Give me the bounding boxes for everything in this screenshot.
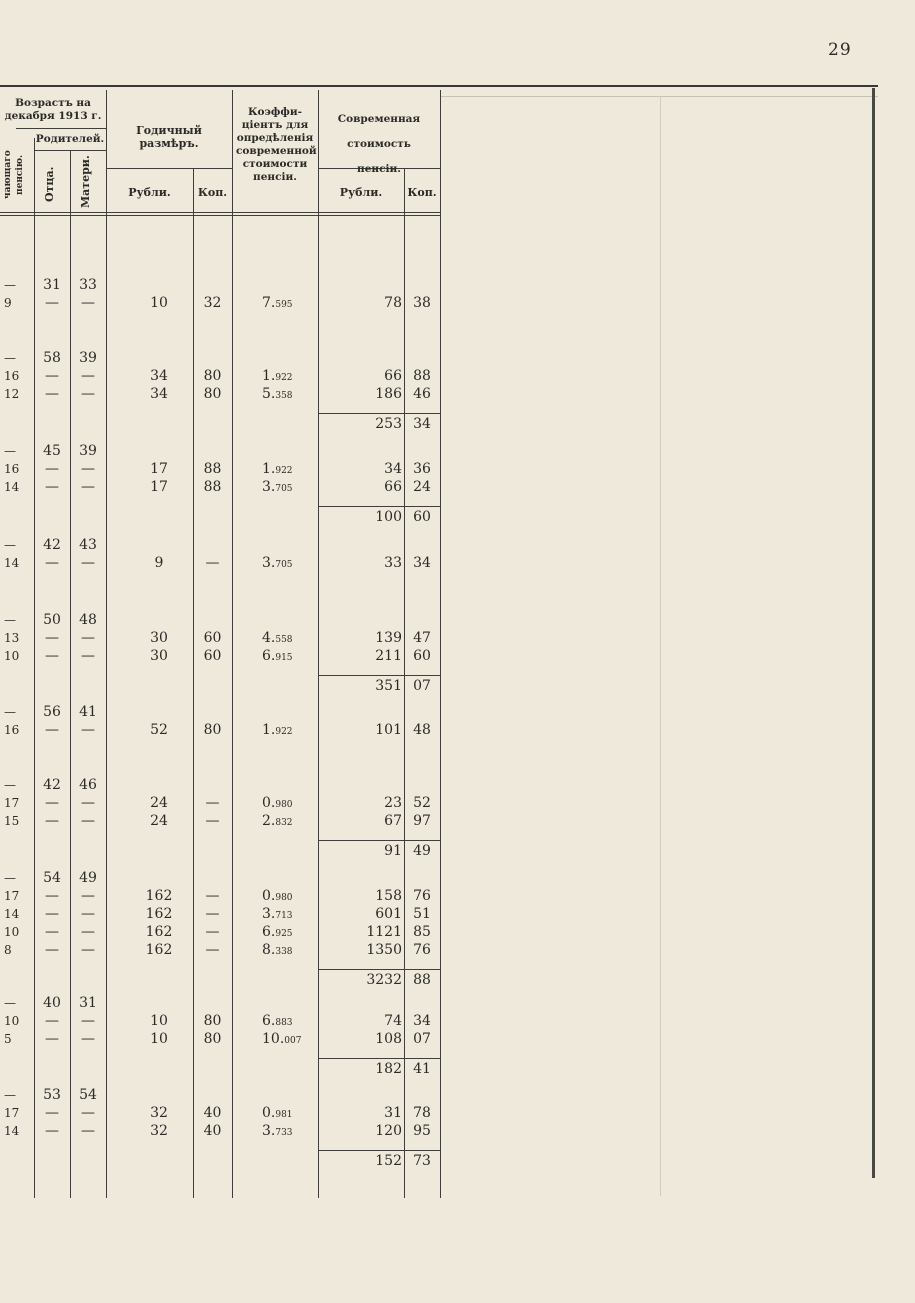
dash: — [45, 386, 59, 402]
value-kopecks: 07 [413, 1031, 431, 1047]
annual-rubles: 24 [150, 813, 168, 829]
receiver-age: 10 [4, 649, 20, 663]
coefficient [262, 795, 293, 813]
dash: — [45, 906, 59, 922]
value-rubles: 158 [375, 888, 402, 904]
dash: — [45, 1013, 59, 1029]
value-rubles: 186 [375, 386, 402, 402]
father-age: 42 [43, 537, 61, 553]
dash: — [4, 996, 16, 1010]
total-rubles: 182 [375, 1061, 402, 1077]
dash: — [81, 1031, 95, 1047]
receiver-age: 16 [4, 462, 20, 476]
total-rule [318, 1058, 440, 1059]
coefficient [262, 648, 293, 666]
total-rubles: 351 [375, 678, 402, 694]
receiver-age: 15 [4, 814, 20, 828]
annual-kopecks: — [205, 888, 220, 904]
coefficient-integer: 7. [262, 295, 276, 311]
dash: — [45, 888, 59, 904]
father-age: 56 [43, 704, 61, 720]
coefficient-fraction: 595 [275, 300, 293, 310]
coefficient-integer: 3. [262, 479, 276, 495]
coefficient [262, 942, 293, 960]
coefficient-fraction: 705 [275, 560, 293, 570]
father-age: 31 [43, 277, 61, 293]
col-rule [232, 90, 233, 1198]
header-kop: Коп. [197, 186, 228, 199]
dash: — [81, 942, 95, 958]
dash: — [4, 613, 16, 627]
total-rule [318, 675, 440, 676]
value-kopecks: 36 [413, 461, 431, 477]
coefficient [262, 295, 293, 313]
coefficient-fraction: 980 [275, 893, 293, 903]
value-rubles: 66 [384, 368, 402, 384]
dash: — [81, 1105, 95, 1121]
dash: — [81, 1123, 95, 1139]
coefficient-fraction: 832 [275, 818, 293, 828]
dash: — [45, 630, 59, 646]
annual-rubles: 30 [150, 648, 168, 664]
coefficient-integer: 4. [262, 630, 276, 646]
value-kopecks: 34 [413, 555, 431, 571]
annual-rubles: 32 [150, 1105, 168, 1121]
value-rubles: 31 [384, 1105, 402, 1121]
annual-kopecks: 40 [203, 1105, 222, 1121]
total-kopecks: 49 [413, 843, 431, 859]
coefficient-fraction: 922 [275, 466, 293, 476]
coefficient-integer: 0. [262, 795, 276, 811]
total-rule [318, 506, 440, 507]
dash: — [4, 871, 16, 885]
coefficient-integer: 1. [262, 722, 276, 738]
value-rubles: 78 [384, 295, 402, 311]
value-kopecks: 52 [413, 795, 431, 811]
coefficient-fraction: 733 [275, 1128, 293, 1138]
coefficient-integer: 2. [262, 813, 276, 829]
dash: — [45, 295, 59, 311]
coefficient-fraction: 007 [284, 1036, 302, 1046]
total-rubles: 100 [375, 509, 402, 525]
mother-age: 31 [79, 995, 97, 1011]
total-kopecks: 88 [413, 972, 431, 988]
father-age: 54 [43, 870, 61, 886]
total-rule [318, 840, 440, 841]
receiver-age: 17 [4, 1106, 20, 1120]
value-kopecks: 60 [413, 648, 431, 664]
value-rubles: 108 [375, 1031, 402, 1047]
receiver-age: 14 [4, 1124, 20, 1138]
receiver-age: 14 [4, 480, 20, 494]
value-kopecks: 76 [413, 888, 431, 904]
dash: — [81, 722, 95, 738]
dash: — [45, 942, 59, 958]
coefficient-integer: 5. [262, 386, 276, 402]
annual-kopecks: — [205, 555, 220, 571]
dash: — [45, 648, 59, 664]
coefficient [262, 813, 293, 831]
annual-kopecks: 88 [203, 461, 222, 477]
value-kopecks: 88 [413, 368, 431, 384]
mother-age: 49 [79, 870, 97, 886]
annual-kopecks: 80 [203, 1013, 222, 1029]
coefficient-fraction: 358 [275, 391, 293, 401]
coefficient-fraction: 922 [275, 373, 293, 383]
dash: — [4, 1088, 16, 1102]
coefficient [262, 479, 293, 497]
dash: — [81, 295, 95, 311]
value-kopecks: 38 [413, 295, 431, 311]
value-rubles: 139 [375, 630, 402, 646]
header-rule [34, 150, 106, 151]
value-rubles: 211 [375, 648, 402, 664]
coefficient-fraction: 558 [275, 635, 293, 645]
coefficient [262, 888, 293, 906]
dash: — [45, 368, 59, 384]
coefficient-integer: 1. [262, 461, 276, 477]
coefficient-integer: 1. [262, 368, 276, 384]
receiver-age: 17 [4, 889, 20, 903]
value-rubles: 101 [375, 722, 402, 738]
coefficient-fraction: 922 [275, 727, 293, 737]
total-rule [318, 413, 440, 414]
annual-kopecks: 60 [203, 648, 222, 664]
coefficient-integer: 6. [262, 1013, 276, 1029]
dash: — [45, 479, 59, 495]
coefficient-integer: 10. [262, 1031, 285, 1047]
dash: — [45, 722, 59, 738]
mother-age: 46 [79, 777, 97, 793]
receiver-age: 9 [4, 296, 12, 310]
coefficient-fraction: 713 [275, 911, 293, 921]
coefficient-fraction: 981 [275, 1110, 293, 1120]
dash: — [81, 888, 95, 904]
annual-rubles: 32 [150, 1123, 168, 1139]
annual-rubles: 10 [150, 1013, 168, 1029]
receiver-age: 10 [4, 1014, 20, 1028]
value-rubles: 120 [375, 1123, 402, 1139]
coefficient-fraction: 705 [275, 484, 293, 494]
dash: — [4, 278, 16, 292]
value-rubles: 33 [384, 555, 402, 571]
dash: — [81, 924, 95, 940]
father-age: 42 [43, 777, 61, 793]
top-rule [0, 85, 878, 87]
header-coefficient: Коэффи- цiентъ для опредѣленiя современной стоимости пенсiи. [236, 106, 317, 183]
value-rubles: 23 [384, 795, 402, 811]
dash: — [45, 924, 59, 940]
annual-rubles: 10 [150, 1031, 168, 1047]
annual-kopecks: 60 [203, 630, 222, 646]
coefficient [262, 1013, 293, 1031]
dash: — [45, 461, 59, 477]
coefficient [262, 368, 293, 386]
dash: — [45, 813, 59, 829]
col-rule [440, 90, 441, 1198]
coefficient-integer: 3. [262, 1123, 276, 1139]
coefficient-fraction: 980 [275, 800, 293, 810]
header-rub: Рубли. [128, 186, 171, 199]
header-bottom-rule [0, 212, 440, 213]
coefficient-fraction: 915 [275, 653, 293, 663]
value-rubles: 74 [384, 1013, 402, 1029]
mother-age: 41 [79, 704, 97, 720]
father-age: 50 [43, 612, 61, 628]
coefficient [262, 555, 293, 573]
coefficient-integer: 3. [262, 555, 276, 571]
coefficient-fraction: 338 [275, 947, 293, 957]
coefficient [262, 722, 293, 740]
value-kopecks: 51 [413, 906, 431, 922]
annual-rubles: 52 [150, 722, 168, 738]
right-edge [872, 88, 875, 1178]
header-bottom-rule-2 [0, 215, 440, 216]
total-kopecks: 07 [413, 678, 431, 694]
receiver-age: 5 [4, 1032, 12, 1046]
annual-kopecks: 88 [203, 479, 222, 495]
receiver-age: 12 [4, 387, 20, 401]
annual-kopecks: — [205, 924, 220, 940]
annual-kopecks: 80 [203, 1031, 222, 1047]
dash: — [45, 1105, 59, 1121]
annual-rubles: 34 [150, 368, 168, 384]
total-rubles: 152 [375, 1153, 402, 1169]
value-kopecks: 46 [413, 386, 431, 402]
value-kopecks: 95 [413, 1123, 431, 1139]
coefficient [262, 906, 293, 924]
annual-kopecks: — [205, 942, 220, 958]
coefficient-integer: 0. [262, 888, 276, 904]
header-rub-2: Рубли. [339, 186, 383, 199]
coefficient-integer: 6. [262, 648, 276, 664]
dash: — [4, 351, 16, 365]
header-present-value: Современная стоимость пенсiи. [337, 113, 421, 175]
mother-age: 43 [79, 537, 97, 553]
total-kopecks: 34 [413, 416, 431, 432]
receiver-age: 14 [4, 907, 20, 921]
header-parents: Родителей. [35, 133, 105, 145]
mother-age: 54 [79, 1087, 97, 1103]
value-kopecks: 78 [413, 1105, 431, 1121]
coefficient [262, 924, 293, 942]
dash: — [4, 705, 16, 719]
value-rubles: 1350 [366, 942, 402, 958]
coefficient [262, 630, 293, 648]
annual-rubles: 162 [145, 906, 173, 922]
dash: — [4, 444, 16, 458]
mother-age: 39 [79, 443, 97, 459]
dash: — [81, 813, 95, 829]
annual-rubles: 34 [150, 386, 168, 402]
coefficient [262, 386, 293, 404]
dash: — [81, 906, 95, 922]
annual-rubles: 9 [154, 555, 164, 571]
father-age: 45 [43, 443, 61, 459]
value-rubles: 1121 [366, 924, 402, 940]
total-rule [318, 969, 440, 970]
father-age: 40 [43, 995, 61, 1011]
annual-kopecks: 80 [203, 368, 222, 384]
annual-rubles: 17 [150, 461, 168, 477]
annual-kopecks: — [205, 795, 220, 811]
father-age: 53 [43, 1087, 61, 1103]
mother-age: 39 [79, 350, 97, 366]
annual-rubles: 24 [150, 795, 168, 811]
annual-kopecks: 80 [203, 722, 222, 738]
coefficient-integer: 0. [262, 1105, 276, 1121]
total-rubles: 253 [375, 416, 402, 432]
annual-kopecks: 40 [203, 1123, 222, 1139]
value-kopecks: 48 [413, 722, 431, 738]
receiver-age: 16 [4, 723, 20, 737]
annual-kopecks: — [205, 813, 220, 829]
value-kopecks: 85 [413, 924, 431, 940]
header-father: Отца. [43, 166, 56, 202]
value-rubles: 66 [384, 479, 402, 495]
annual-kopecks: 80 [203, 386, 222, 402]
bleed-column [660, 96, 661, 1196]
receiver-age: 8 [4, 943, 12, 957]
annual-kopecks: 32 [203, 295, 222, 311]
annual-rubles: 17 [150, 479, 168, 495]
father-age: 58 [43, 350, 61, 366]
value-kopecks: 97 [413, 813, 431, 829]
coefficient [262, 461, 293, 479]
total-kopecks: 41 [413, 1061, 431, 1077]
coefficient-fraction: 883 [275, 1018, 293, 1028]
dash: — [81, 479, 95, 495]
coefficient-integer: 8. [262, 942, 276, 958]
coefficient [262, 1123, 293, 1141]
header-rule [106, 168, 232, 169]
receiver-age: 17 [4, 796, 20, 810]
dash: — [81, 368, 95, 384]
value-kopecks: 47 [413, 630, 431, 646]
value-kopecks: 76 [413, 942, 431, 958]
dash: — [45, 555, 59, 571]
coefficient-integer: 6. [262, 924, 276, 940]
dash: — [81, 386, 95, 402]
header-annual: Годичный размѣръ. [136, 124, 202, 150]
coefficient-fraction: 925 [275, 929, 293, 939]
mother-age: 48 [79, 612, 97, 628]
header-age: Возрастъ на декабря 1913 г. [4, 97, 102, 122]
annual-rubles: 162 [145, 888, 173, 904]
coefficient-integer: 3. [262, 906, 276, 922]
value-rubles: 34 [384, 461, 402, 477]
total-rubles: 91 [384, 843, 402, 859]
total-rubles: 3232 [366, 972, 402, 988]
receiver-age: 14 [4, 556, 20, 570]
dash: — [81, 555, 95, 571]
annual-rubles: 30 [150, 630, 168, 646]
dash: — [4, 778, 16, 792]
coefficient [262, 1105, 293, 1123]
value-rubles: 601 [375, 906, 402, 922]
dash: — [4, 538, 16, 552]
annual-rubles: 162 [145, 942, 173, 958]
coefficient [262, 1031, 301, 1049]
dash: — [81, 648, 95, 664]
dash: — [81, 461, 95, 477]
bleed-rule [440, 96, 878, 97]
receiver-age: 13 [4, 631, 20, 645]
value-rubles: 67 [384, 813, 402, 829]
page-number: 29 [828, 40, 852, 60]
header-kop-2: Коп. [407, 186, 437, 199]
dash: — [81, 795, 95, 811]
value-kopecks: 34 [413, 1013, 431, 1029]
total-rule [318, 1150, 440, 1151]
total-kopecks: 60 [413, 509, 431, 525]
dash: — [45, 1031, 59, 1047]
header-mother: Матери. [79, 155, 92, 208]
dash: — [45, 795, 59, 811]
dash: — [45, 1123, 59, 1139]
value-kopecks: 24 [413, 479, 431, 495]
annual-rubles: 162 [145, 924, 173, 940]
receiver-age: 16 [4, 369, 20, 383]
dash: — [81, 630, 95, 646]
total-kopecks: 73 [413, 1153, 431, 1169]
header-receiver: чающаго пенсiю. [3, 150, 25, 200]
annual-kopecks: — [205, 906, 220, 922]
receiver-age: 10 [4, 925, 20, 939]
mother-age: 33 [79, 277, 97, 293]
dash: — [81, 1013, 95, 1029]
annual-rubles: 10 [150, 295, 168, 311]
header-rule [16, 128, 106, 129]
